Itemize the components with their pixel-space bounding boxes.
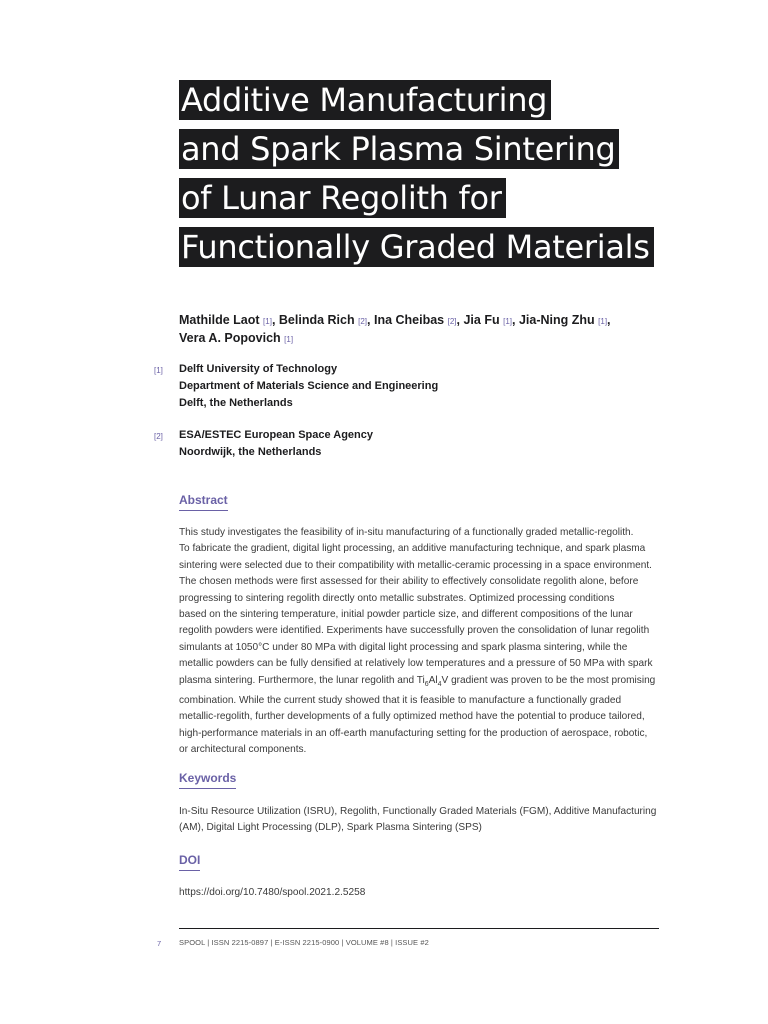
abstract-line: based on the sintering temperature, initial powder particle size, and different compositions of the lunar: [179, 609, 633, 621]
abstract-line: high-performance materials in an off-earth manufacturing setting for the production of aerospace, robotic,: [179, 727, 648, 739]
subscript: 4: [437, 680, 442, 688]
abstract-line: The chosen methods were first assessed for their ability to effectively consolidate regolith alone, before: [179, 576, 639, 588]
author-name: Ina Cheibas: [373, 313, 445, 327]
affiliation-line: Department of Materials Science and Engineering: [179, 380, 439, 392]
affiliation-2: [179, 427, 579, 461]
doi-link[interactable]: https://doi.org/10.7480/spool.2021.2.5258: [179, 887, 366, 898]
affiliation-line: Delft University of Technology: [179, 363, 338, 375]
abstract-body: [179, 525, 657, 759]
affiliation-line: Noordwijk, the Netherlands: [179, 446, 322, 458]
author-affiliation-mark: [2]: [358, 317, 368, 326]
author-affiliation-mark: [1]: [263, 317, 272, 326]
abstract-line: progressing to sintering regolith directly onto metallic substrates. Optimized processing conditions: [179, 592, 615, 604]
keywords-body: [179, 804, 657, 837]
author-affiliation-mark: [1]: [284, 335, 294, 344]
keywords-heading: Keywords: [179, 771, 236, 789]
article-title: [179, 80, 654, 276]
abstract-text-fragment: Al: [428, 674, 438, 686]
abstract-text-fragment: V gradient was proven to be the most promising: [441, 674, 656, 686]
abstract-line: or architectural components.: [179, 744, 307, 756]
page-number: 7: [157, 939, 162, 948]
title-line-1: Additive Manufacturing: [179, 80, 551, 120]
affiliation-1: [179, 361, 579, 412]
affiliation-mark: [2]: [154, 432, 163, 441]
abstract-line: metallic powders can be fully densified at relatively low temperatures and a pressure of 50 MPa with spark: [179, 658, 653, 670]
doi-heading: DOI: [179, 853, 200, 871]
abstract-line: To fabricate the gradient, digital light processing, an additive manufacturing technique, and spark plasma: [179, 543, 646, 555]
author-affiliation-mark: [1]: [598, 317, 608, 326]
abstract-text-fragment: plasma sintering. Furthermore, the lunar regolith and Ti: [179, 674, 425, 686]
author-name: Jia Fu: [463, 313, 500, 327]
author-affiliation-mark: [1]: [503, 317, 512, 326]
author-name: Belinda Rich: [278, 313, 355, 327]
keywords-line: In-Situ Resource Utilization (ISRU), Regolith, Functionally Graded Materials (FGM), Additive Manufacturing: [179, 806, 657, 817]
author-name: Jia-Ning Zhu: [518, 313, 595, 327]
abstract-line: metallic-regolith, further developments of a fully optimized method have the potential to produce tailored,: [179, 711, 645, 723]
affiliation-line: ESA/ESTEC European Space Agency: [179, 429, 373, 441]
footer-divider: [179, 928, 659, 929]
title-line-3: of Lunar Regolith for: [179, 178, 506, 218]
author-list: Mathilde Laot [1], Belinda Rich [2], Ina Cheibas [2], Jia Fu [1], Jia-Ning Zhu [1], Vera A. Popovich [1]: [179, 313, 611, 345]
affiliation-line: Delft, the Netherlands: [179, 397, 293, 409]
abstract-line: combination. While the current study showed that it is feasible to manufacture a functionally graded: [179, 695, 622, 707]
title-line-4: Functionally Graded Materials: [179, 227, 654, 267]
abstract-line: simulants at 1050°C under 80 MPa with digital light processing and spark plasma sintering, while the: [179, 641, 628, 653]
subscript: 6: [424, 680, 429, 688]
affiliation-mark: [1]: [154, 366, 163, 375]
title-line-2: and Spark Plasma Sintering: [179, 129, 619, 169]
author-affiliation-mark: [2]: [447, 317, 457, 326]
abstract-line: sintering were selected due to their compatibility with metallic-ceramic processing in a space environment.: [179, 559, 652, 571]
keywords-line: (AM), Digital Light Processing (DLP), Spark Plasma Sintering (SPS): [179, 822, 482, 834]
abstract-line: This study investigates the feasibility of in-situ manufacturing of a functionally graded metallic-regolith.: [179, 527, 634, 538]
author-name: Vera A. Popovich: [179, 331, 281, 345]
journal-footer: SPOOL | ISSN 2215-0897 | E-ISSN 2215-0900 | VOLUME #8 | ISSUE #2: [179, 938, 429, 947]
abstract-heading: Abstract: [179, 493, 228, 511]
abstract-line: regolith powders were identified. Experiments have successfully proven the consolidation of lunar regolith: [179, 625, 650, 637]
author-name: Mathilde Laot: [179, 313, 260, 327]
abstract-line: [179, 673, 657, 693]
